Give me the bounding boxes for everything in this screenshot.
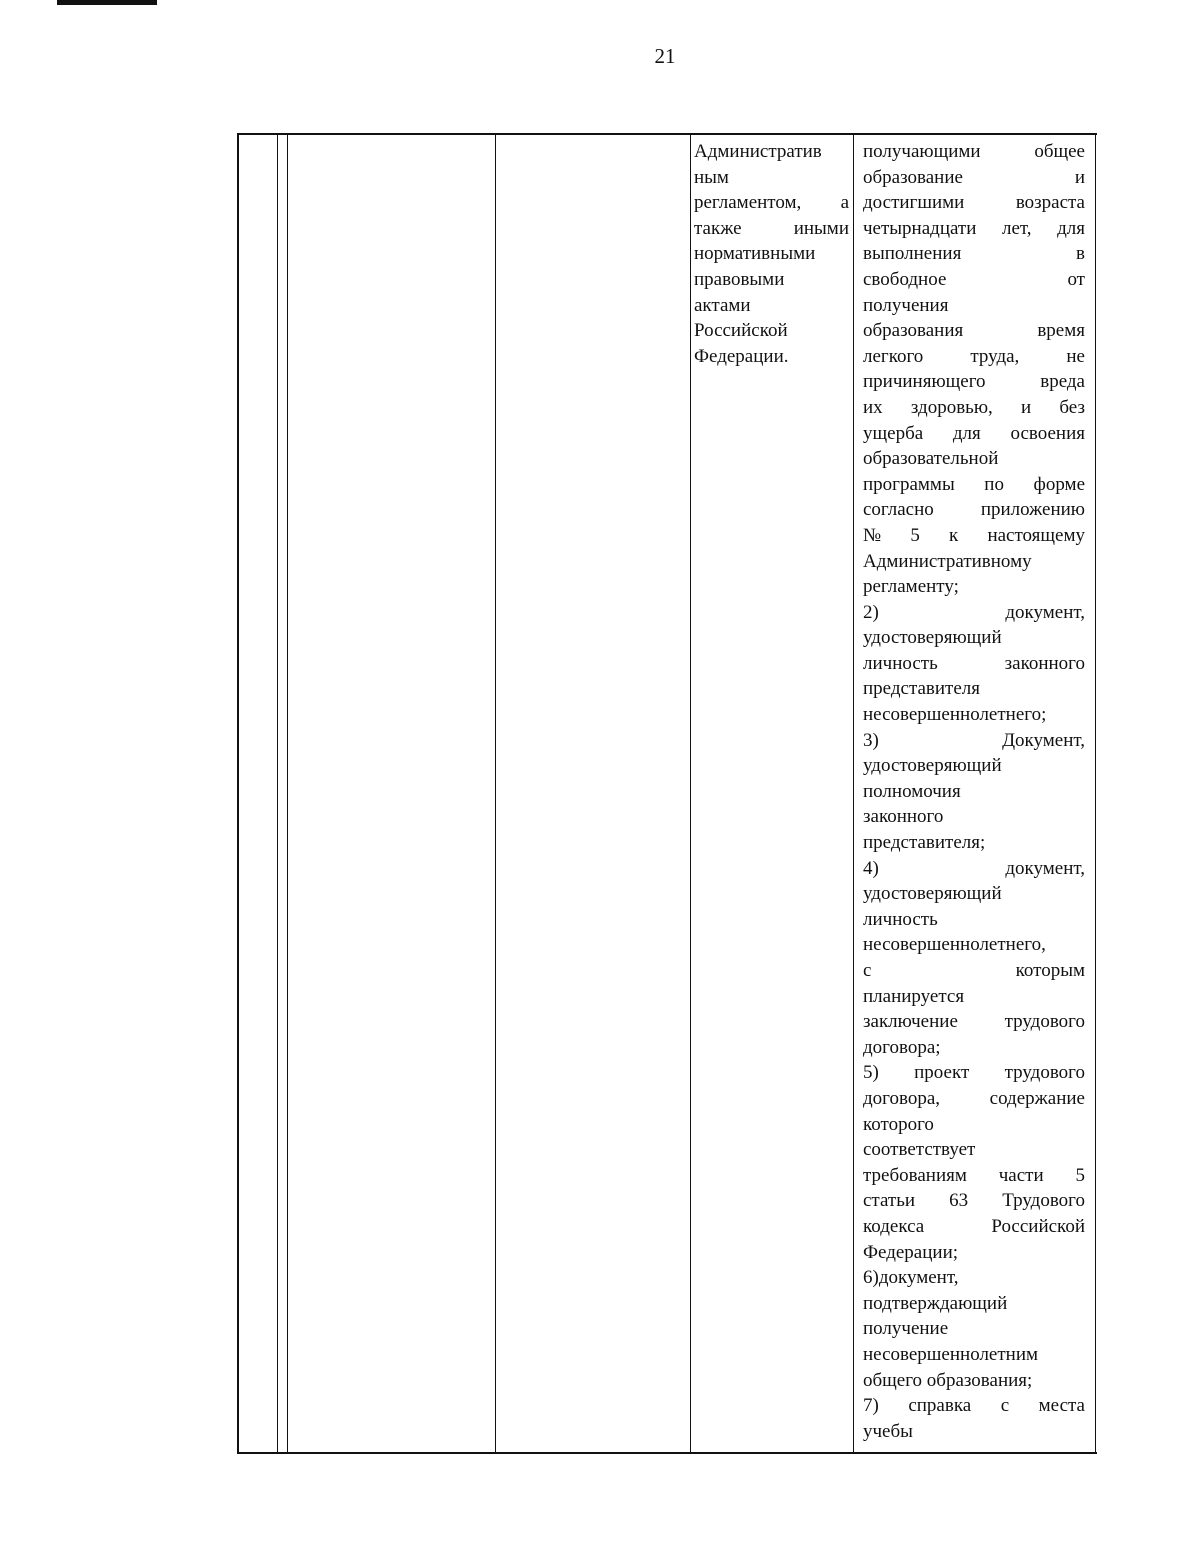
word: возраста — [1015, 192, 1085, 214]
text-line: полномочия — [863, 780, 961, 802]
text-line: несовершеннолетнего; — [863, 704, 1047, 726]
table-cell-required-documents — [863, 139, 1085, 1444]
word: легкого — [863, 345, 924, 367]
text-line — [863, 856, 1085, 882]
text-line — [863, 369, 1085, 395]
word: 63 — [949, 1190, 969, 1212]
word: ущерба — [863, 422, 924, 444]
word: от — [1067, 268, 1085, 290]
word: части — [998, 1164, 1044, 1186]
text-line — [694, 190, 849, 216]
word: в — [1076, 243, 1085, 265]
text-line: личность — [863, 908, 938, 930]
word: также — [694, 217, 742, 239]
text-line — [863, 1009, 1085, 1035]
word: которым — [1015, 960, 1085, 981]
word: выполнения — [863, 243, 962, 265]
text-line — [863, 216, 1085, 242]
text-line: подтверждающий — [863, 1292, 1008, 1314]
text-line: представителя — [863, 678, 981, 700]
word: причиняющего — [863, 371, 986, 393]
word: договора, — [863, 1087, 941, 1109]
word: четырнадцати — [863, 217, 977, 239]
text-line: Федерации; — [863, 1241, 959, 1263]
word: без — [1059, 396, 1085, 418]
word: 7) — [863, 1395, 879, 1417]
word: документ, — [1005, 857, 1085, 879]
word: и — [1074, 166, 1085, 188]
text-line — [863, 344, 1085, 370]
word: для — [952, 422, 981, 444]
word: Трудового — [1002, 1190, 1085, 1212]
table-column-divider — [277, 135, 278, 1452]
word: общее — [1034, 141, 1085, 162]
word: трудового — [1004, 1011, 1085, 1033]
word: свободное — [863, 268, 947, 290]
table-column-divider — [853, 135, 854, 1452]
word: форме — [1033, 473, 1085, 495]
text-line: 6)документ, — [863, 1267, 959, 1289]
text-line — [863, 395, 1085, 421]
text-line: образовательной — [863, 448, 999, 470]
word: с — [863, 960, 872, 981]
text-line — [863, 651, 1085, 677]
text-line — [863, 1214, 1085, 1240]
word: заключение — [863, 1011, 958, 1033]
table-column-divider — [287, 135, 288, 1452]
text-line — [863, 728, 1085, 754]
text-line — [863, 318, 1085, 344]
word: кодекса — [863, 1215, 925, 1237]
word: программы — [863, 473, 955, 495]
word: регламентом, — [694, 192, 802, 214]
text-line: планируется — [863, 985, 965, 1007]
word: получающими — [863, 141, 981, 162]
text-line: актами — [694, 294, 751, 316]
word: статьи — [863, 1190, 916, 1212]
text-line — [863, 1188, 1085, 1214]
text-line: представителя; — [863, 832, 986, 854]
word: здоровью, — [910, 396, 993, 418]
word: освоения — [1010, 422, 1085, 444]
top-edge-mark — [57, 0, 157, 5]
text-line: соответствует — [863, 1139, 976, 1161]
table-column-divider — [690, 135, 691, 1452]
word: места — [1038, 1395, 1085, 1417]
word: проект — [914, 1062, 970, 1084]
text-line — [863, 600, 1085, 626]
word: их — [863, 396, 883, 418]
text-line — [863, 267, 1085, 293]
word: настоящему — [987, 524, 1085, 546]
text-line: законного — [863, 806, 944, 828]
word: 4) — [863, 857, 879, 879]
text-line: удостоверяющий — [863, 627, 1002, 649]
text-line: договора; — [863, 1036, 941, 1058]
word: образования — [863, 320, 964, 342]
text-line: ным — [694, 166, 729, 188]
text-line — [863, 1086, 1085, 1112]
text-line: несовершеннолетнего, — [863, 934, 1046, 956]
text-line — [863, 958, 1085, 984]
word: 5) — [863, 1062, 879, 1084]
table-right-border — [1095, 135, 1096, 1452]
text-line — [863, 1060, 1085, 1086]
text-line: общего образования; — [863, 1369, 1033, 1391]
text-line: Административному — [863, 550, 1032, 572]
word: Документ, — [1002, 729, 1085, 751]
word: согласно — [863, 499, 934, 521]
text-line: удостоверяющий — [863, 883, 1002, 905]
text-line — [863, 241, 1085, 267]
text-line: удостоверяющий — [863, 755, 1002, 777]
word: законного — [1004, 652, 1085, 674]
text-line: Административ — [694, 141, 822, 162]
word: а — [840, 192, 849, 214]
text-line — [863, 523, 1085, 549]
text-line — [863, 472, 1085, 498]
word: содержание — [989, 1087, 1085, 1109]
text-line — [863, 165, 1085, 191]
word: 2) — [863, 601, 879, 623]
text-line: Федерации. — [694, 345, 789, 367]
word: достигшими — [863, 192, 965, 214]
text-line: получения — [863, 294, 949, 316]
word: с — [1000, 1395, 1010, 1417]
word: не — [1066, 345, 1085, 367]
word: личность — [863, 652, 938, 674]
text-line: учебы — [863, 1420, 913, 1442]
document-table — [237, 133, 1097, 1454]
text-line: регламенту; — [863, 576, 959, 598]
word: справка — [908, 1395, 972, 1417]
text-line: которого — [863, 1113, 934, 1135]
word: требованиям — [863, 1164, 967, 1186]
text-line — [863, 421, 1085, 447]
text-line — [694, 216, 849, 242]
word: приложению — [980, 499, 1085, 521]
table-column-divider — [495, 135, 496, 1452]
word: иными — [793, 217, 849, 239]
word: и — [1021, 396, 1032, 418]
word: образование — [863, 166, 963, 188]
page-number: 21 — [654, 44, 676, 68]
table-cell-legal-basis — [694, 139, 849, 369]
word: время — [1037, 320, 1085, 342]
word: № — [863, 524, 882, 546]
word: по — [984, 473, 1004, 495]
word: труда, — [970, 345, 1020, 367]
text-line: несовершеннолетним — [863, 1343, 1039, 1365]
text-line — [863, 1393, 1085, 1419]
text-line: получение — [863, 1318, 949, 1340]
word: к — [949, 524, 959, 546]
word: трудового — [1004, 1062, 1085, 1084]
word: 3) — [863, 729, 879, 751]
word: 5 — [910, 524, 920, 546]
text-line — [863, 1163, 1085, 1189]
word: вреда — [1040, 371, 1085, 393]
text-line — [863, 139, 1085, 165]
word: Российской — [991, 1215, 1085, 1237]
text-line: правовыми — [694, 268, 785, 290]
word: для — [1057, 217, 1085, 239]
text-line — [863, 497, 1085, 523]
word: 5 — [1075, 1164, 1085, 1186]
text-line: Российской — [694, 320, 788, 342]
text-line: нормативными — [694, 243, 816, 265]
word: документ, — [1005, 601, 1085, 623]
word: лет, — [1001, 217, 1032, 239]
text-line — [863, 190, 1085, 216]
